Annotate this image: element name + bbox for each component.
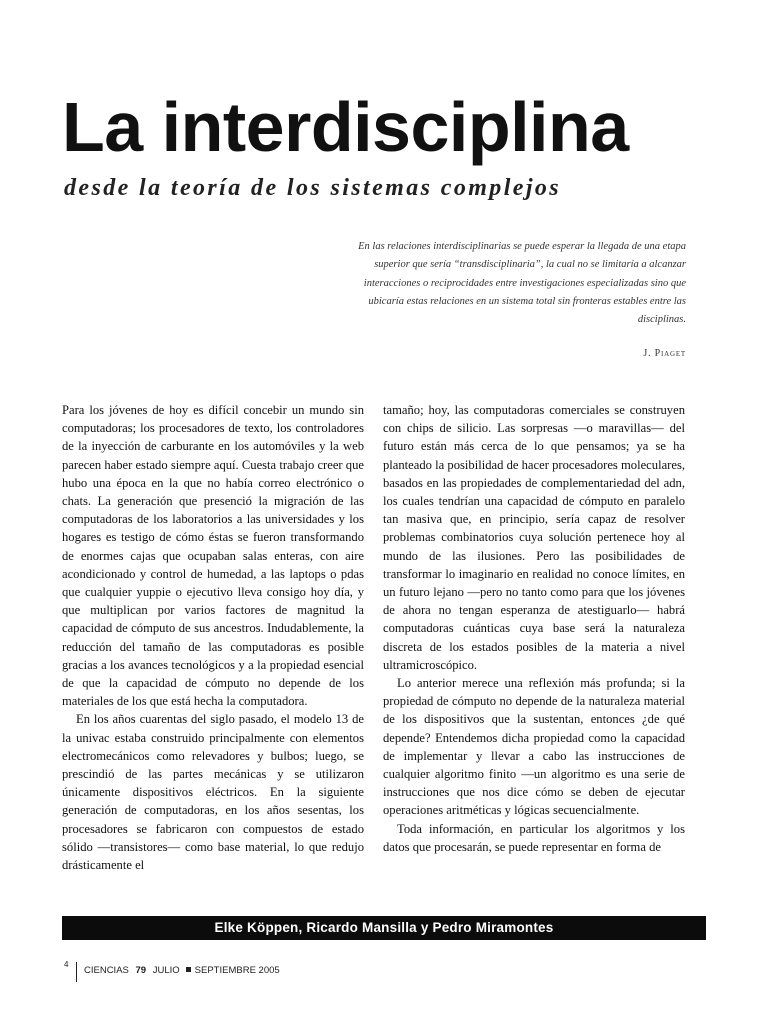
magazine-name: CIENCIAS bbox=[84, 965, 129, 976]
authors-bar bbox=[62, 916, 706, 940]
paragraph: Para los jóvenes de hoy es difícil concebir un mundo sin computadoras; los procesadores de texto, los controladores de la inyección de carburante en los automóviles y la web parecen haber estado siempre aquí. Cuesta trabajo creer que hubo una época en la que no había correo electrónico o chats. La generación que presenció la migración de las computadoras de los laboratorios a las universidades y los hogares es testigo de cómo éstas se fueron transformando de enormes cajas que ocupaban salas enteras, con aire acondicionado y control de humedad, a las laptops o pdas que cualquier yuppie o ejecutivo lleva consigo hoy día, y que multiplican por varios factores de magnitud la capacidad de cómputo de sus ancestros. Indudablemente, la reducción del tamaño de las computadoras es posible gracias a los avances tecnológicos y a la propiedad esencial de que la capacidad de cómputo no depende de los materiales de los que está hecha la computadora. bbox=[62, 403, 364, 709]
issue-number: 79 bbox=[135, 965, 147, 976]
article-subtitle: desde la teoría de los sistemas complejos bbox=[64, 175, 562, 201]
bullet-icon bbox=[186, 967, 191, 972]
footer-divider bbox=[76, 962, 77, 982]
paragraph: tamaño; hoy, las computadoras comerciales se construyen con chips de silicio. Las sorpresas —o maravillas— del futuro están más cerca de lo que pensamos; ya se ha planteado la posibilidad de hacer procesadores moleculares, basados en las propiedades de complementariedad del adn, los cuales tendrían una capacidad de cómputo en paralelo tan masiva que, en principio, sería capaz de resolver problemas combinatorios cuya solución pertenece hoy al mundo de las ilusiones. Pero las posibilidades de transformar lo imaginario en realidad no conoce límites, en un futuro lejano —pero no tanto como para que los jóvenes de ahora no tengan esperanza de atestiguarlo— habrá computadoras cuánticas cuya base será la naturaleza discreta de los estados posibles de la materia a nivel ultramicroscópico. bbox=[383, 403, 685, 672]
page-number: 4 bbox=[64, 960, 69, 969]
epigraph-author: J. Piaget bbox=[643, 348, 686, 359]
article-title: La interdisciplina bbox=[62, 88, 629, 166]
epigraph-quote: En las relaciones interdisciplinarias se puede esperar la llegada de una etapa superior que sería “transdisciplinaria”, la cual no se limitaría a alcanzar interacciones o reciprocidades entre investigaciones especializadas sino que ubicaría estas relaciones en un sistema total sin fronteras estables entre las disciplinas. bbox=[358, 241, 686, 326]
paragraph: Toda información, en particular los algoritmos y los datos que procesarán, se puede representar en forma de bbox=[383, 821, 685, 854]
issue-month-end: SEPTIEMBRE 2005 bbox=[194, 965, 280, 976]
publication-info bbox=[84, 962, 284, 980]
body-column-left bbox=[62, 401, 364, 874]
paragraph: Lo anterior merece una reflexión más profunda; si la propiedad de cómputo no depende de la naturaleza material de los dispositivos que la sustentan, entonces ¿de qué depende? Entendemos dicha propiedad como la capacidad de implementar y llevar a cabo las instrucciones de cualquier algoritmo finito —un algoritmo es una serie de instrucciones que nos dice cómo se deben de ejecutar operaciones aritméticas y lógicas secuencialmente. bbox=[383, 676, 685, 818]
issue-month-start: JULIO bbox=[152, 965, 180, 976]
article-authors: Elke Köppen, Ricardo Mansilla y Pedro Miramontes bbox=[214, 920, 554, 935]
paragraph: En los años cuarentas del siglo pasado, el modelo 13 de la univac estaba construido principalmente con elementos electromecánicos como relevadores y bulbos; luego, se prescindió de las partes mecánicas y se utilizaron únicamente dispositivos eléctricos. En la siguiente generación de computadoras, en los años sesentas, los procesadores se fabricaron con compuestos de estado sólido —transistores— como base material, lo que redujo drásticamente el bbox=[62, 712, 364, 873]
body-column-right bbox=[383, 401, 685, 856]
